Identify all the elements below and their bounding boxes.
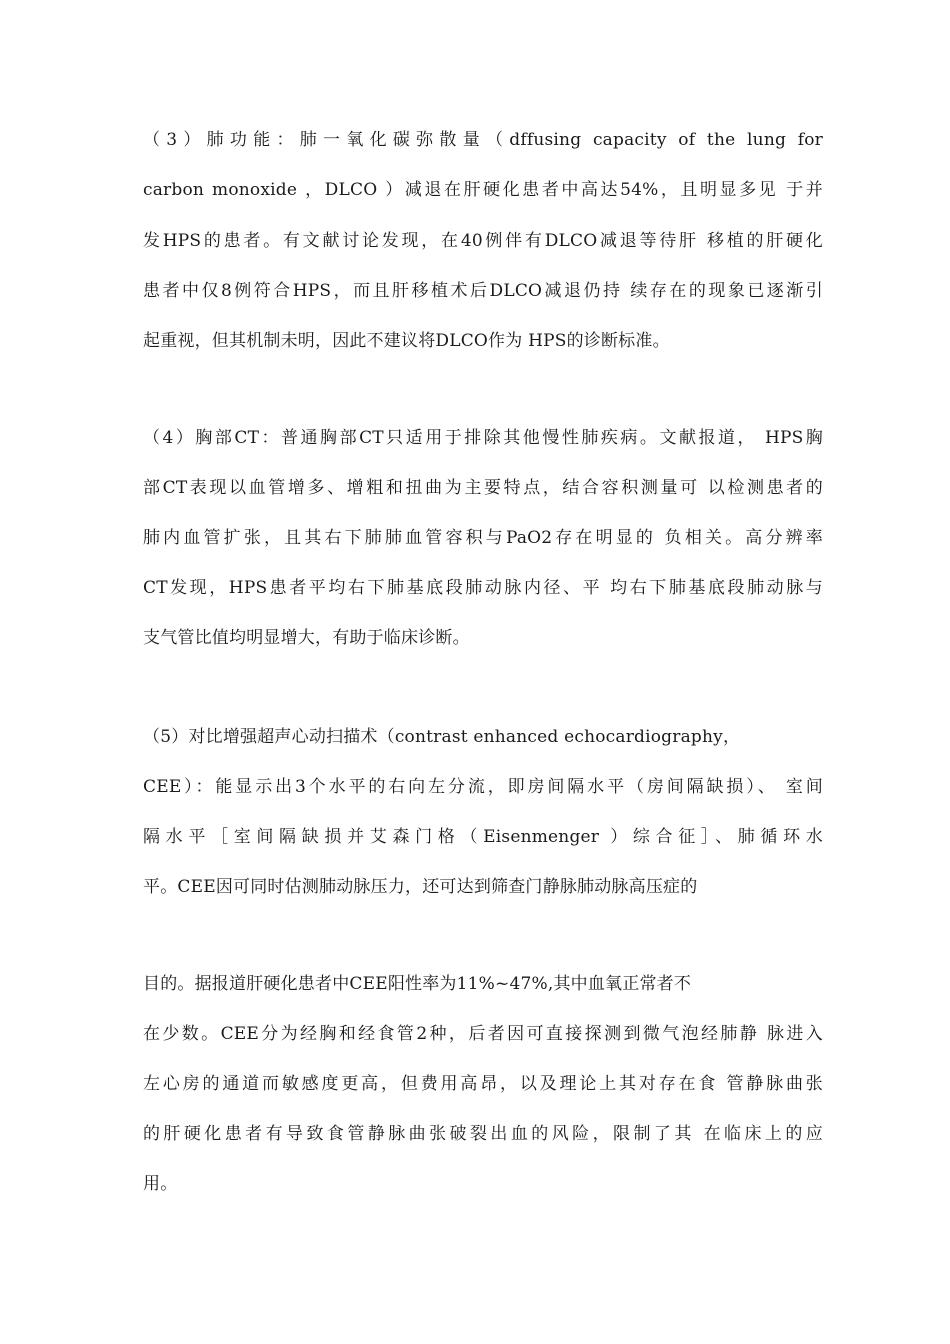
text-line: 平。CEE因可同时估测肺动脉压力，还可达到筛查门静脉肺动脉高压症的 <box>143 877 698 897</box>
text-line: 肺内血管扩张，且其右下肺肺血管容积与PaO2存在明显的 负相关。高分辨率 <box>143 528 823 548</box>
text-line: （3）肺功能：肺一氧化碳弥散量（dffusing capacity of the lung for <box>143 130 823 150</box>
text-line: 起重视，但其机制未明，因此不建议将DLCO作为 HPS的诊断标准。 <box>143 331 670 351</box>
text-line: （5）对比增强超声心动扫描术（contrast enhanced echocardiography， <box>143 727 741 747</box>
text-line: 在少数。CEE分为经胸和经食管2种，后者因可直接探测到微气泡经肺静 脉进入 <box>143 1024 823 1044</box>
text-line: 左心房的通道而敏感度更高，但费用高昂，以及理论上其对存在食 管静脉曲张 <box>143 1074 823 1094</box>
text-line: 的肝硬化患者有导致食管静脉曲张破裂出血的风险，限制了其 在临床上的应 <box>143 1124 823 1144</box>
text-line: 用。 <box>143 1174 178 1194</box>
text-line: 患者中仅8例符合HPS，而且肝移植术后DLCO减退仍持 续存在的现象已逐渐引 <box>143 281 823 301</box>
text-line: 目的。据报道肝硬化患者中CEE阳性率为11%~47%,其中血氧正常者不 <box>143 974 692 994</box>
text-line: CT发现，HPS患者平均右下肺基底段肺动脉内径、平 均右下肺基底段肺动脉与 <box>143 578 823 598</box>
text-line: 隔水平［室间隔缺损并艾森门格（Eisenmenger ）综合征］、肺循环水 <box>143 827 823 847</box>
text-line: （4）胸部CT：普通胸部CT只适用于排除其他慢性肺疾病。文献报道， HPS胸 <box>143 428 823 448</box>
text-line: 支气管比值均明显增大，有助于临床诊断。 <box>143 628 470 648</box>
text-line: CEE）：能显示出3个水平的右向左分流，即房间隔水平（房间隔缺损）、 室间 <box>143 777 823 797</box>
text-line: carbon monoxide ，DLCO ）减退在肝硬化患者中高达54%，且明显多见 于并 <box>143 180 823 200</box>
text-line: 部CT表现以血管增多、增粗和扭曲为主要特点，结合容积测量可 以检测患者的 <box>143 478 823 498</box>
text-line: 发HPS的患者。有文献讨论发现，在40例伴有DLCO减退等待肝 移植的肝硬化 <box>143 231 823 251</box>
